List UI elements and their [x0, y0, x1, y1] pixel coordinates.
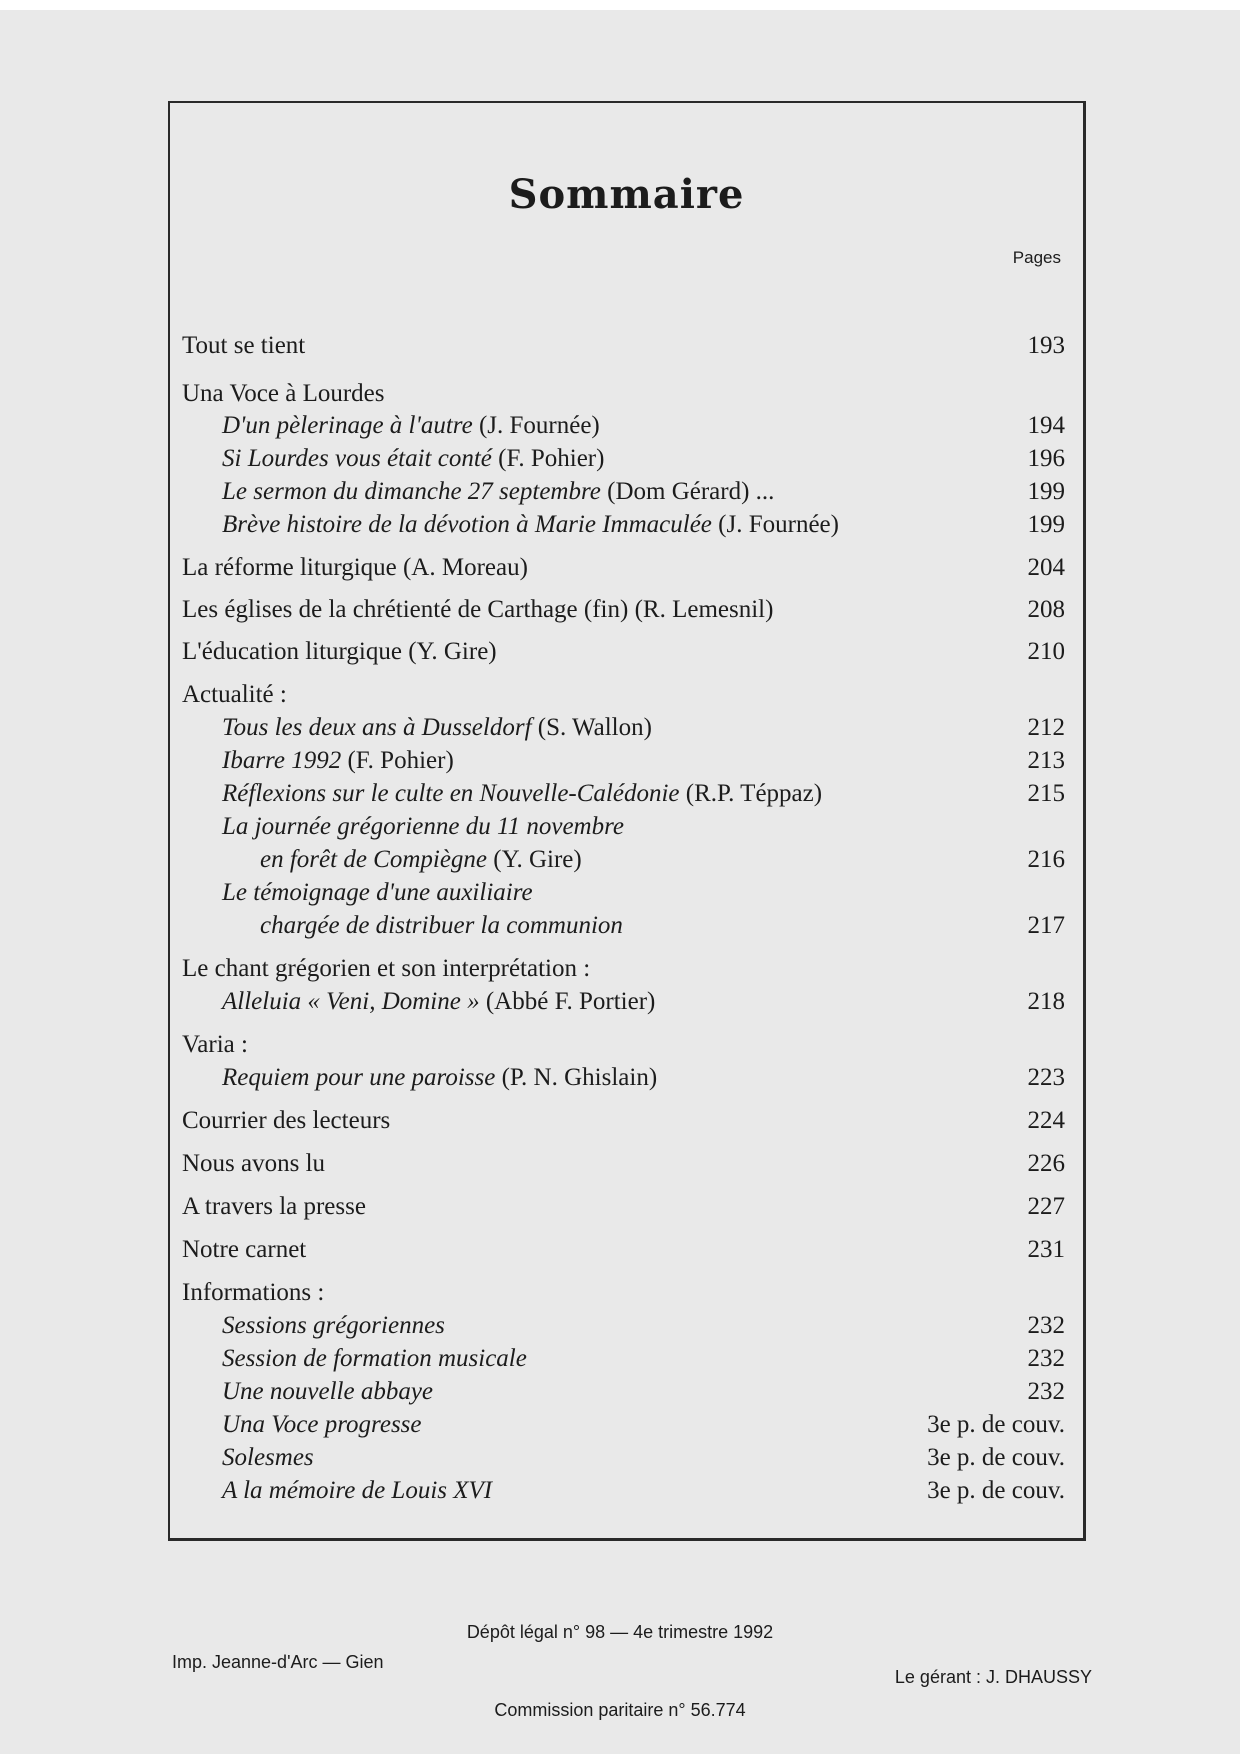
toc-entry: A travers la presse ..... 227: [182, 1190, 1065, 1224]
toc-entry: Tout se tient ..... 193: [182, 329, 1065, 363]
leader-dots: [744, 995, 874, 1011]
leader-dots: [437, 1114, 874, 1130]
leader-dots: [482, 1418, 874, 1434]
leader-dots: [412, 1200, 874, 1216]
toc-entry: Si Lourdes vous était conté (F. Pohier) ..... 196: [182, 442, 1065, 476]
toc-entry: Session de formation musicale ..... 232: [182, 1342, 1065, 1376]
toc-entry: Requiem pour une paroisse (P. N. Ghislain) ..... 223: [182, 1061, 1065, 1095]
commission-note: Commission paritaire n° 56.774: [494, 1700, 746, 1720]
legal-deposit-note: Dépôt légal n° 98 — 4e trimestre 1992: [466, 1622, 774, 1642]
table-of-contents-frame: [168, 101, 1086, 1541]
leader-dots: [554, 1484, 874, 1500]
toc-entry: Une nouvelle abbaye ..... 232: [182, 1375, 1065, 1409]
leader-dots: [370, 1157, 874, 1173]
toc-entry: La réforme liturgique (A. Moreau) ..... 204: [182, 551, 1065, 585]
toc-entry: Tous les deux ans à Dusseldorf (S. Wallon) ..... 212: [182, 711, 1065, 745]
toc-entry: en forêt de Compiègne (Y. Gire) ..... 216: [182, 843, 1065, 877]
leader-dots: [702, 919, 874, 935]
leader-dots: [748, 1071, 874, 1087]
page-top-edge: [0, 0, 1240, 10]
toc-entry: L'éducation liturgique (Y. Gire) ..... 210: [182, 635, 1065, 669]
toc-entry: A la mémoire de Louis XVI ..... 3e p. de couv.: [182, 1474, 1065, 1508]
toc-entry: Nous avons lu ..... 226: [182, 1147, 1065, 1181]
toc-section-heading: Una Voce à Lourdes: [182, 380, 385, 407]
toc-entry-line: La journée grégorienne du 11 novembre: [222, 813, 625, 840]
leader-dots: [354, 1451, 874, 1467]
toc-entry: Les églises de la chrétienté de Carthage (fin) (R. Lemesnil) 208: [182, 596, 1065, 623]
toc-section-heading: Le chant grégorien et son interprétation :: [182, 955, 591, 982]
toc-section-heading: Varia :: [182, 1031, 248, 1058]
toc-entry: Courrier des lecteurs ..... 224: [182, 1104, 1065, 1138]
leader-dots: [562, 645, 874, 661]
leader-dots: [602, 561, 874, 577]
toc-entry: Solesmes ..... 3e p. de couv.: [182, 1441, 1065, 1475]
leader-dots: [504, 1319, 874, 1335]
leader-dots: [512, 754, 874, 770]
toc-section-heading: Informations :: [182, 1279, 325, 1306]
leader-dots: [744, 721, 874, 737]
leader-dots: [662, 853, 874, 869]
toc-entry: chargée de distribuer la communion ..... 217: [182, 909, 1065, 943]
toc-entry: Sessions grégoriennes ..... 232: [182, 1309, 1065, 1343]
toc-entry: Brève histoire de la dévotion à Marie Immaculée (J. Fournée) 199: [222, 511, 1065, 538]
leader-dots: [492, 1385, 874, 1401]
leader-dots: [677, 419, 874, 435]
toc-entry: Ibarre 1992 (F. Pohier) ..... 213: [182, 744, 1065, 778]
leader-dots: [682, 452, 874, 468]
toc-entry: Una Voce progresse ..... 3e p. de couv.: [182, 1408, 1065, 1442]
printer-note: Imp. Jeanne-d'Arc — Gien: [172, 1652, 384, 1672]
toc-entry: Notre carnet ..... 231: [182, 1233, 1065, 1267]
leader-dots: [594, 1352, 874, 1368]
manager-note: Le gérant : J. DHAUSSY: [894, 1667, 1092, 1687]
leader-dots: [342, 1243, 874, 1259]
pages-column-header: Pages: [1012, 248, 1061, 267]
page-title: Sommaire: [508, 171, 745, 218]
toc-entry: Le sermon du dimanche 27 septembre (Dom Gérard) ... 199: [222, 478, 1065, 505]
toc-entry: D'un pèlerinage à l'autre (J. Fournée) ..... 194: [182, 409, 1065, 443]
leader-dots: [334, 339, 874, 355]
toc-section-heading: Actualité :: [182, 681, 287, 708]
toc-entry: Réflexions sur le culte en Nouvelle-Calédonie (R.P. Téppaz) 215: [222, 780, 1065, 807]
toc-entry-line: Le témoignage d'une auxiliaire: [222, 879, 533, 906]
toc-entry: Alleluia « Veni, Domine » (Abbé F. Portier) ..... 218: [182, 985, 1065, 1019]
